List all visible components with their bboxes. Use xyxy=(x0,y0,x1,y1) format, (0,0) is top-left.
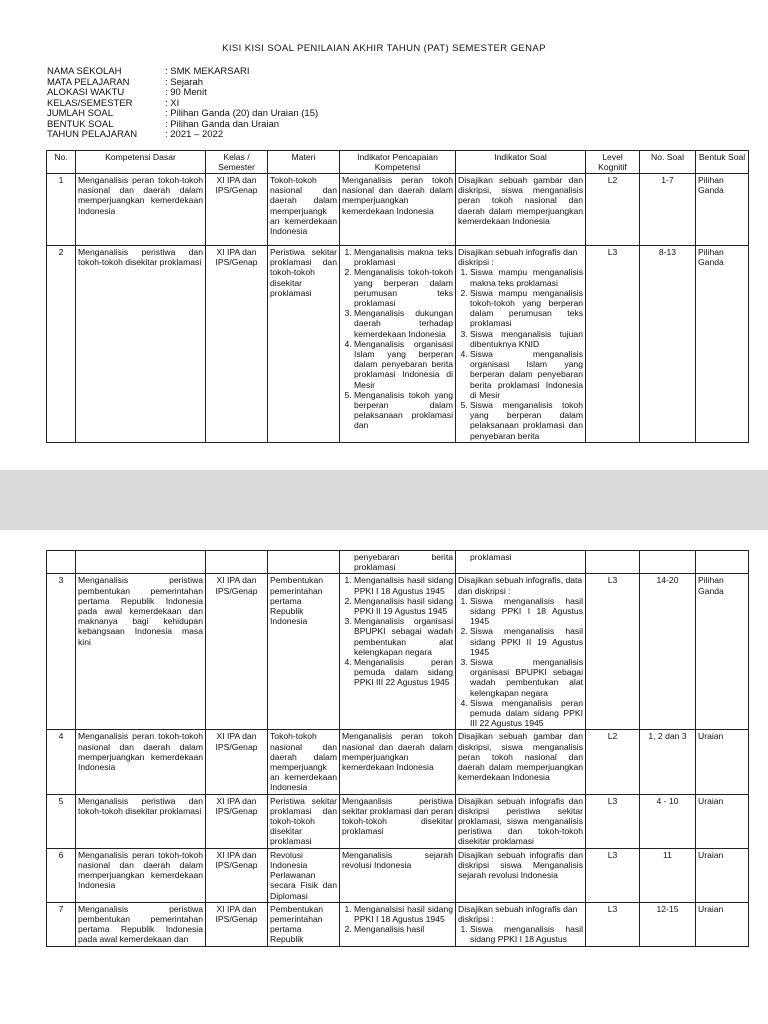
meta-value: : Pilihan Ganda dan Uraian xyxy=(165,118,280,130)
row-level: L3 xyxy=(586,574,640,730)
list-item: 2. Siswa mampu menganalisis tokoh-tokoh yang berperan dalam perumusan teks proklamasi xyxy=(470,288,583,329)
meta-row xyxy=(47,109,318,120)
row-kelas: XI IPA dan IPS/Genap xyxy=(206,848,268,902)
header-kompetensi-dasar: Kompetensi Dasar xyxy=(76,151,206,174)
document-meta xyxy=(47,67,318,141)
meta-label: ALOKASI WAKTU xyxy=(47,87,125,98)
kisi-table-continued xyxy=(46,550,749,947)
meta-value: : Pilihan Ganda (20) dan Uraian (15) xyxy=(165,108,319,119)
row-kelas: XI IPA dan IPS/Genap xyxy=(206,246,268,443)
row-kompetensi-dasar: Menganalisis peristiwa pembentukan pemerintahan pertama Republik Indonesia pada awal kemerdekaan dan maknanya bagi kehidupan kebangsaan Indonesia masa kini xyxy=(76,574,206,730)
meta-value: : XI xyxy=(165,97,180,109)
meta-value: : Sejarah xyxy=(165,76,204,88)
row-materi: Pembentukan pemerintahan pertama Republik xyxy=(268,902,340,946)
row-kelas: XI IPA dan IPS/Genap xyxy=(206,794,268,848)
row-no: 3 xyxy=(47,574,76,730)
list-item: 1. Menganalisis hasil sidang PPKI I 18 Agustus 1945 xyxy=(354,575,453,595)
document-title: KISI KISI SOAL PENILAIAN AKHIR TAHUN (PAT) SEMESTER GENAP xyxy=(222,43,546,54)
document-page-1 xyxy=(0,0,768,470)
header-bentuk-soal: Bentuk Soal xyxy=(696,151,749,174)
row-indikator-pencapaian xyxy=(340,246,456,443)
table-row xyxy=(47,246,749,443)
row-level: L3 xyxy=(586,246,640,443)
row-no-soal: 1-7 xyxy=(640,174,696,246)
indikator-list xyxy=(342,904,453,935)
row-bentuk-soal: Uraian xyxy=(696,730,749,794)
row-materi: Peristiwa sekitar proklamasi dan tokoh-tokoh disekitar proklamasi xyxy=(268,794,340,848)
meta-row xyxy=(47,67,318,78)
row-kompetensi-dasar: Menganalisis peristiwa dan tokoh-tokoh disekitar proklamasi xyxy=(76,794,206,848)
header-kelas-semester: Kelas / Semester xyxy=(206,151,268,174)
list-item: 2. Siswa menganalisis hasil sidang PPKI II 19 Agustus 1945 xyxy=(470,626,583,657)
row-indikator-soal: Disajikan sebuah gambar dan diskripsi, siswa menganalisis peran tokoh nasional dan daerah dalam memperjuangkan kemerdekaan Indonesia xyxy=(456,730,586,794)
list-item: 3. Menganalisis organisasi BPUPKI sebagai wadah pembentukan alat kelengkapan negara xyxy=(354,616,453,657)
meta-value: : 2021 – 2022 xyxy=(165,129,224,140)
row-indikator-pencapaian: Menganalisis peran tokoh nasional dan daerah dalam memperjuangkan kemerdekaan Indonesia xyxy=(340,730,456,794)
table-row xyxy=(47,574,749,730)
row-indikator-soal: Disajikan sebuah gambar dan diskripsi, siswa menganalisis peran tokoh nasional dan daerah dalam memperjuangkan kemerdekaan Indonesia xyxy=(456,174,586,246)
indikator-list xyxy=(342,247,453,431)
list-item: 2. Menganalisis hasil sidang PPKI II 19 Agustus 1945 xyxy=(354,596,453,616)
meta-label: MATA PELAJARAN xyxy=(47,76,130,88)
row-no: 4 xyxy=(47,730,76,794)
row-kompetensi-dasar: Menganalisis peran tokoh-tokoh nasional dan daerah dalam memperjuangkan kemerdekaan Indonesia xyxy=(76,848,206,902)
list-item: 5. Siswa menganalisis tokoh yang berperan dalam pelaksanaan proklamasi dan penyebaran berita xyxy=(470,400,583,441)
list-item: 4. Menganalisis peran pemuda dalam sidang PPKI III 22 Agustus 1945 xyxy=(354,657,453,688)
row-materi: Revolusi Indonesia Perlawanan secara Fisik dan Diplomasi xyxy=(268,848,340,902)
list-item: 4. Siswa menganalisis organisasi Islam yang berperan dalam penyebaran berita proklamasi Indonesia di Mesir xyxy=(470,349,583,400)
row-no-soal: 8-13 xyxy=(640,246,696,443)
row-bentuk-soal: Uraian xyxy=(696,848,749,902)
row-kelas: XI IPA dan IPS/Genap xyxy=(206,174,268,246)
row-no-soal: 14-20 xyxy=(640,574,696,730)
row-indikator-pencapaian: Menganalisis peran tokoh nasional dan daerah dalam memperjuangkan kemerdekaan Indonesia xyxy=(340,174,456,246)
meta-value: : 90 Menit xyxy=(165,87,207,98)
indikator-list xyxy=(342,575,453,687)
table-row xyxy=(47,174,749,246)
row-no-soal: 1, 2 dan 3 xyxy=(640,730,696,794)
row-bentuk-soal: Uraian xyxy=(696,902,749,946)
row-kompetensi-dasar: Menganalisis peristiwa pembentukan pemerintahan pertama Republik Indonesia pada awal kemerdekaan dan xyxy=(76,902,206,946)
row-level: L3 xyxy=(586,902,640,946)
row-no-soal: 4 - 10 xyxy=(640,794,696,848)
row-level: L3 xyxy=(586,848,640,902)
row-no: 2 xyxy=(47,246,76,443)
row-indikator-soal: Disajikan sebuah infografis dan diskripsi siswa Menganalisis sejarah revolusi Indonesia xyxy=(456,848,586,902)
meta-label: JUMLAH SOAL xyxy=(47,108,113,119)
row-materi: Tokoh-tokoh nasional dan daerah dalam memperjuangk an kemerdekaan Indonesia xyxy=(268,730,340,794)
table-row xyxy=(47,848,749,902)
meta-label: BENTUK SOAL xyxy=(47,118,114,130)
row-indikator-pencapaian: penyebaran berita proklamasi xyxy=(340,551,456,574)
list-item: 2. Menganalisis hasil xyxy=(354,924,453,934)
row-kelas: XI IPA dan IPS/Genap xyxy=(206,574,268,730)
list-item: 5. Menganalisis tokoh yang berperan dalam pelaksanaan proklamasi dan xyxy=(354,390,453,431)
row-bentuk-soal: Pilihan Ganda xyxy=(696,174,749,246)
row-indikator-soal xyxy=(456,246,586,443)
meta-value: : SMK MEKARSARI xyxy=(165,66,250,77)
header-materi: Materi xyxy=(268,151,340,174)
meta-label: TAHUN PELAJARAN xyxy=(47,129,138,140)
list-item: 1. Siswa mampu menganalisis makna teks proklamasi xyxy=(470,267,583,287)
row-materi: Pembentukan pemerintahan pertama Republik Indonesia xyxy=(268,574,340,730)
row-materi: Tokoh-tokoh nasional dan daerah dalam memperjuangk an kemerdekaan Indonesia xyxy=(268,174,340,246)
list-item: 4. Menganalisis organisasi Islam yang berperan dalam penyebaran berita proklamasi Indonesia di Mesir xyxy=(354,339,453,390)
row-indikator-soal xyxy=(456,574,586,730)
meta-label: KELAS/SEMESTER xyxy=(47,97,133,109)
row-bentuk-soal: Uraian xyxy=(696,794,749,848)
row-materi: Peristiwa sekitar proklamasi dan tokoh-tokoh disekitar proklamasi xyxy=(268,246,340,443)
header-level-kognitif: Level Kognitif xyxy=(586,151,640,174)
header-indikator-soal: Indikator Soal xyxy=(456,151,586,174)
row-bentuk-soal: Pilihan Ganda xyxy=(696,246,749,443)
row-indikator-soal: proklamasi xyxy=(456,551,586,574)
list-item: 3. Siswa menganalisis organisasi BPUPKI sebagai wadah pembentukan alat kelengkapan negara xyxy=(470,657,583,698)
indikator-list xyxy=(458,267,583,440)
row-kelas: XI IPA dan IPS/Genap xyxy=(206,730,268,794)
table-row xyxy=(47,730,749,794)
list-item: 2. Menganalisis tokoh-tokoh yang berperan dalam perumusan teks proklamasi xyxy=(354,267,453,308)
row-no: 7 xyxy=(47,902,76,946)
row-level: L2 xyxy=(586,174,640,246)
kisi-table xyxy=(46,150,749,443)
row-indikator-soal: Disajikan sebuah infografis dan diskripsi peristiwa sekitar proklamasi, siswa menganalisis peristiwa dan tokoh-tokoh disekitar proklamasi xyxy=(456,794,586,848)
list-item: 1. Siswa menganalisis hasil sidang PPKI I 18 Agustus xyxy=(470,924,583,944)
row-bentuk-soal: Pilihan Ganda xyxy=(696,574,749,730)
header-no-soal: No. Soal xyxy=(640,151,696,174)
row-indikator-pencapaian xyxy=(340,902,456,946)
row-level: L2 xyxy=(586,730,640,794)
row-no-soal: 12-15 xyxy=(640,902,696,946)
row-no: 6 xyxy=(47,848,76,902)
table-row-continued xyxy=(47,551,749,574)
row-no: 5 xyxy=(47,794,76,848)
table-header-row xyxy=(47,151,749,174)
list-item: 1. Menganalisis makna teks proklamasi xyxy=(354,247,453,267)
list-item: 1. Menganalsisi hasil sidang PPKI I 18 Agustus 1945 xyxy=(354,904,453,924)
table-row xyxy=(47,794,749,848)
indikator-intro: Disajikan sebuah infografis dan diskripsi : xyxy=(458,247,578,268)
meta-row xyxy=(47,130,318,141)
row-kompetensi-dasar: Menganalisis peran tokoh-tokoh nasional dan daerah dalam memperjuangkan kemerdekaan Indonesia xyxy=(76,730,206,794)
row-indikator-pencapaian: Mengaanlisis peristiwa sekitar proklamasi dan peran tokoh-tokoh disekitar proklamasi xyxy=(340,794,456,848)
row-indikator-pencapaian: Menganalisis sejarah revolusi Indonesia xyxy=(340,848,456,902)
row-kompetensi-dasar: Menganalisis peristiwa dan tokoh-tokoh disekitar proklamasi xyxy=(76,246,206,443)
indikator-intro: Disajikan sebuah infografis, data dan diskripsi : xyxy=(458,575,583,596)
meta-label: NAMA SEKOLAH xyxy=(47,66,122,77)
row-indikator-pencapaian xyxy=(340,574,456,730)
row-level: L3 xyxy=(586,794,640,848)
table-row xyxy=(47,902,749,946)
indikator-list xyxy=(458,596,583,729)
meta-row xyxy=(47,88,318,99)
row-kompetensi-dasar: Menganalisis peran tokoh-tokoh nasional dan daerah dalam memperjuangkan kemerdekaan Indonesia xyxy=(76,174,206,246)
header-no: No. xyxy=(47,151,76,174)
indikator-intro: Disajikan sebuah infografis dan diskripsi : xyxy=(458,903,578,924)
header-indikator-pencapaian: Indikator Pencapaian Kompetensi xyxy=(340,151,456,174)
list-item: 3. Siswa menganalisis tujuan dibentuknya KNID xyxy=(470,329,583,349)
list-item: 4. Siswa menganalisis peran pemuda dalam sidang PPKI III 22 Agustus 1945 xyxy=(470,698,583,729)
row-no: 1 xyxy=(47,174,76,246)
indikator-list xyxy=(458,924,583,944)
list-item: 1. Siswa menganalisis hasil sidang PPKI I 18 Agustus 1945 xyxy=(470,596,583,627)
row-indikator-soal xyxy=(456,902,586,946)
document-page-2 xyxy=(0,530,768,1024)
row-no-soal: 11 xyxy=(640,848,696,902)
list-item: 3. Menganalisis dukungan daerah terhadap kemerdekaan Indonesia xyxy=(354,308,453,339)
row-kelas: XI IPA dan IPS/Genap xyxy=(206,902,268,946)
